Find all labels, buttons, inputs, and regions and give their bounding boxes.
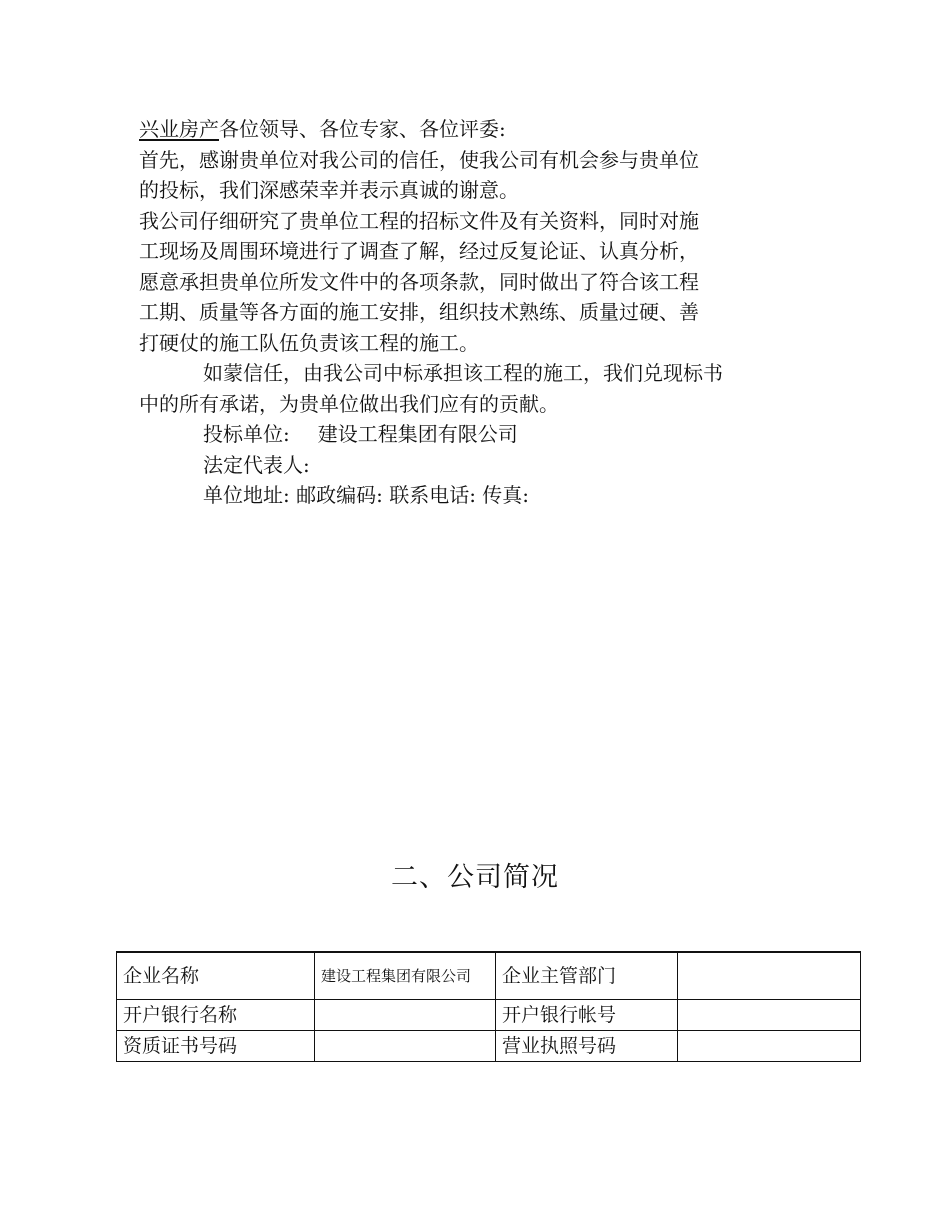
bidder-value: 建设工程集团有限公司: [317, 422, 518, 446]
legal-rep-label: 法定代表人:: [203, 452, 310, 477]
salutation: [139, 114, 779, 145]
table-value-cell: [678, 952, 861, 1000]
company-info-table: [116, 951, 861, 1062]
letter-line: 打硬仗的施工队伍负责该工程的施工。: [139, 330, 479, 355]
letter-line: 工现场及周围环境进行了调查了解，经过反复论证、认真分析，: [139, 239, 699, 263]
table-label-cell: 营业执照号码: [496, 1031, 678, 1062]
table-value-cell: [315, 1031, 496, 1062]
promise-line: 如蒙信任，由我公司中标承担该工程的施工，我们兑现标书: [203, 361, 723, 385]
promise-line: 中的所有承诺，为贵单位做出我们应有的贡献。: [139, 391, 559, 416]
table-value-cell: [315, 1000, 496, 1031]
table-value-cell: [678, 1000, 861, 1031]
table-label-cell: 企业主管部门: [496, 952, 678, 1000]
table-row: [117, 1031, 861, 1062]
letter-line: 工期、质量等各方面的施工安排，组织技术熟练、质量过硬、善: [139, 300, 699, 324]
bid-letter: [139, 114, 779, 511]
section-title: 二、公司简况: [391, 862, 559, 893]
table-row: [117, 952, 861, 1000]
letter-line: 首先，感谢贵单位对我公司的信任，使我公司有机会参与贵单位: [139, 147, 699, 172]
salutation-recipient: 兴业房产: [139, 117, 219, 141]
table-value-cell: [678, 1031, 861, 1062]
bidder-line: [139, 419, 779, 450]
table-label-cell: 企业名称: [117, 952, 315, 1000]
table-label-cell: 资质证书号码: [117, 1031, 315, 1062]
letter-line: 的投标，我们深感荣幸并表示真诚的谢意。: [139, 178, 519, 202]
table-value-cell: 建设工程集团有限公司: [315, 952, 496, 1000]
letter-line: 愿意承担贵单位所发文件中的各项条款，同时做出了符合该工程: [139, 269, 699, 294]
salutation-rest: 各位领导、各位专家、各位评委:: [219, 117, 506, 141]
table-label-cell: 开户银行帐号: [496, 1000, 678, 1031]
table-label-cell: 开户银行名称: [117, 1000, 315, 1031]
letter-line: 我公司仔细研究了贵单位工程的招标文件及有关资料，同时对施: [139, 208, 699, 233]
table-row: [117, 1000, 861, 1031]
contact-line: 单位地址: 邮政编码: 联系电话: 传真:: [203, 483, 530, 507]
bidder-label: 投标单位:: [203, 422, 290, 446]
